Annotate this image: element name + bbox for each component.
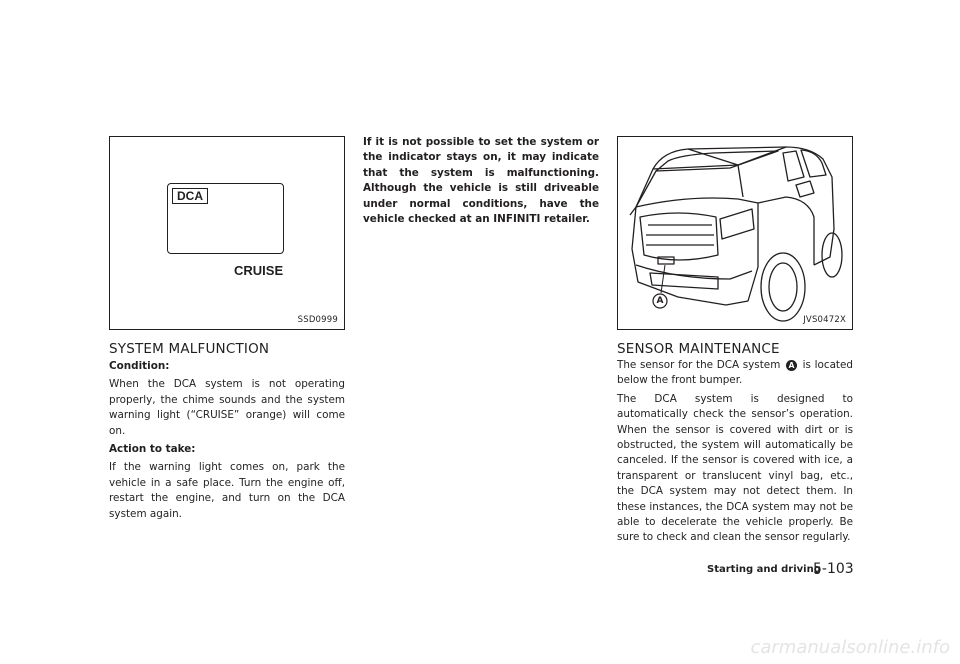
section-body-system-malfunction (109, 359, 345, 522)
action-label: Action to take: (109, 443, 196, 456)
section-heading-system-malfunction: SYSTEM MALFUNCTION (109, 341, 270, 357)
vehicle-illustration (618, 137, 852, 329)
sensor-location-after: is located below the front bumper. (617, 359, 853, 387)
section-heading-sensor-maintenance: SENSOR MAINTENANCE (617, 341, 780, 357)
sensor-location-before: The sensor for the DCA system (617, 359, 781, 371)
watermark: carmanualsonline.info (750, 637, 950, 658)
figure-code: SSD0999 (297, 315, 338, 325)
dca-indicator: DCA (172, 188, 208, 204)
malfunction-note: If it is not possible to set the system or the indicator stays on, it may indicate that the system is malfunctioning. Although the vehicle is still driveable under normal conditions, have the vehicle checked at an INFINITI retailer. (363, 136, 599, 226)
figure-code: JVS0472X (803, 315, 846, 325)
footer-section-name: Starting and driving (707, 564, 821, 575)
figure-dca-display (109, 136, 345, 330)
sensor-marker-a: A (656, 296, 664, 306)
condition-text: When the DCA system is not operating properly, the chime sounds and the system warning light (“CRUISE” orange) will come on. (109, 378, 345, 437)
section-body-sensor-maintenance (617, 358, 853, 546)
figure-vehicle-sensor (617, 136, 853, 330)
cruise-indicator: CRUISE (234, 263, 284, 278)
footer-page-number: 5-103 (813, 561, 854, 577)
sensor-location-text (617, 358, 853, 389)
condition-label: Condition: (109, 360, 170, 372)
sensor-maintenance-text: The DCA system is designed to automatically check the sensor’s operation. When the sensor is covered with dirt or is obstructed, the system will automatically be canceled. If the sensor is covered with ice, a transparent or translucent vinyl bag, etc., the DCA system may not detect them. In these instances, the DCA system may not be able to decelerate the vehicle properly. Be sure to check and clean the sensor regularly. (617, 392, 853, 544)
inline-marker-a-icon: A (786, 360, 797, 371)
action-text: If the warning light comes on, park the vehicle in a safe place. Turn the engine off, restart the engine, and turn on the DCA system again. (109, 461, 345, 520)
